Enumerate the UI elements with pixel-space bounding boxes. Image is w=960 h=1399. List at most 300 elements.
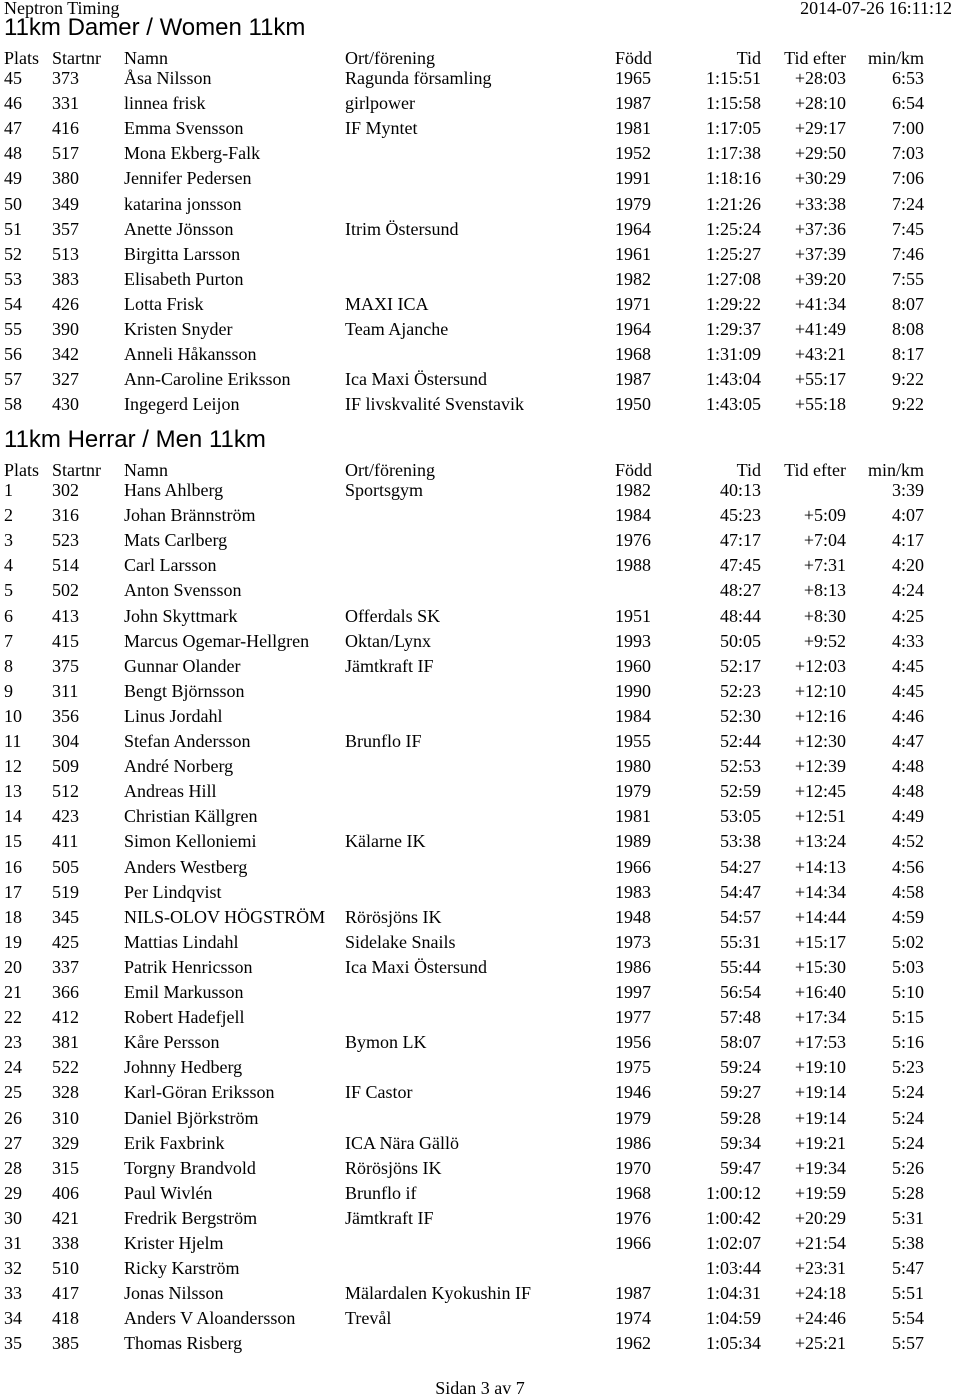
col-namn-header: Namn: [124, 48, 168, 68]
col-ort-cell: Rörösjöns IK: [345, 1157, 442, 1178]
col-plats-cell: 54: [4, 293, 22, 314]
col-fodd-cell: 1964: [615, 218, 651, 239]
col-fodd-cell: 1966: [615, 1233, 651, 1253]
table-row: [0, 368, 960, 390]
col-tid-efter-cell: +30:29: [794, 168, 846, 189]
col-namn-cell: Mona Ekberg-Falk: [124, 143, 261, 164]
col-tid-efter-cell: +19:14: [794, 1082, 846, 1103]
col-startnr-cell: 338: [52, 1233, 79, 1253]
col-plats-cell: 6: [4, 605, 13, 626]
col-namn-cell: Birgitta Larsson: [124, 243, 241, 264]
col-min-km-cell: 5:03: [891, 956, 924, 977]
col-ort-cell: Offerdals SK: [345, 605, 441, 626]
col-startnr-cell: 502: [52, 580, 79, 601]
col-startnr-cell: 357: [52, 218, 79, 239]
col-plats-cell: 20: [4, 956, 22, 977]
col-tid-cell: 1:43:05: [705, 394, 761, 415]
col-fodd-cell: 1964: [615, 319, 651, 339]
col-startnr-cell: 310: [52, 1107, 79, 1128]
col-min-km-cell: 5:26: [891, 1157, 924, 1178]
col-startnr-cell: 345: [52, 906, 79, 927]
col-namn-cell: Anders Westberg: [124, 856, 248, 877]
col-plats-cell: 25: [4, 1082, 22, 1103]
col-startnr-cell: 383: [52, 268, 79, 289]
col-tid-efter-cell: +14:44: [794, 906, 846, 927]
col-plats-cell: 27: [4, 1132, 22, 1153]
col-startnr-cell: 327: [52, 369, 79, 390]
col-tid-efter-cell: +21:54: [794, 1233, 846, 1253]
col-min-km-cell: 4:48: [891, 756, 924, 777]
section-title: 11km Damer / Women 11km: [4, 14, 306, 41]
col-fodd-header: Född: [615, 48, 653, 68]
col-min-km-cell: 4:59: [891, 906, 924, 927]
col-tid-cell: 55:31: [719, 931, 761, 952]
table-row: [0, 1307, 960, 1329]
col-tid-efter-cell: +25:21: [794, 1333, 846, 1354]
col-fodd-cell: 1968: [615, 1182, 651, 1203]
col-plats-cell: 33: [4, 1283, 22, 1304]
col-startnr-cell: 366: [52, 982, 79, 1002]
col-tid-efter-cell: +19:21: [794, 1132, 846, 1153]
table-row: [0, 393, 960, 415]
col-startnr-cell: 406: [52, 1182, 79, 1203]
col-startnr-cell: 331: [52, 93, 79, 114]
col-min-km-cell: 4:25: [891, 605, 924, 626]
col-tid-cell: 55:44: [719, 956, 761, 977]
col-fodd-cell: 1984: [615, 505, 651, 526]
table-row: [0, 730, 960, 752]
col-plats-cell: 11: [4, 731, 22, 751]
col-tid-cell: 53:05: [719, 806, 761, 827]
col-startnr-cell: 356: [52, 705, 79, 726]
col-ort-cell: Bymon LK: [345, 1032, 427, 1053]
col-ort-cell: ICA Nära Gällö: [345, 1132, 459, 1153]
col-fodd-cell: 1981: [615, 806, 651, 827]
col-namn-cell: Anette Jönsson: [124, 218, 234, 239]
col-fodd-cell: 1955: [615, 731, 651, 751]
table-row: [0, 956, 960, 978]
col-namn-cell: Carl Larsson: [124, 555, 217, 576]
col-plats-header: Plats: [4, 48, 40, 68]
col-ort-cell: Trevål: [345, 1308, 392, 1329]
col-fodd-cell: 1975: [615, 1057, 651, 1078]
col-startnr-cell: 514: [52, 555, 79, 576]
col-tid-cell: 1:03:44: [705, 1258, 761, 1279]
col-min-km-cell: 5:57: [891, 1333, 924, 1354]
table-row: [0, 755, 960, 777]
col-plats-cell: 17: [4, 881, 22, 902]
col-startnr-cell: 416: [52, 118, 79, 139]
col-ort-cell: MAXI ICA: [345, 293, 429, 314]
col-min-km-cell: 5:15: [891, 1007, 924, 1028]
col-namn-cell: Anneli Håkansson: [124, 344, 257, 365]
table-row: [0, 1056, 960, 1078]
col-min-km-cell: 4:52: [891, 831, 924, 852]
col-namn-cell: Fredrik Bergström: [124, 1207, 258, 1228]
column-header-row: [0, 459, 960, 481]
col-plats-cell: 9: [4, 680, 13, 701]
col-ort-cell: IF livskvalité Svenstavik: [345, 394, 524, 415]
col-plats-cell: 51: [4, 218, 22, 239]
col-fodd-cell: 1986: [615, 1132, 651, 1153]
col-min-km-cell: 3:39: [891, 480, 924, 500]
col-tid-cell: 1:18:16: [705, 168, 761, 189]
col-ort-cell: Rörösjöns IK: [345, 906, 442, 927]
col-plats-cell: 12: [4, 756, 22, 777]
table-row: [0, 1182, 960, 1204]
col-startnr-cell: 373: [52, 68, 79, 88]
col-min-km-cell: 5:02: [891, 931, 924, 952]
table-row: [0, 554, 960, 576]
table-row: [0, 1006, 960, 1028]
col-ort-cell: Oktan/Lynx: [345, 630, 431, 651]
col-fodd-cell: 1986: [615, 956, 651, 977]
col-plats-cell: 34: [4, 1308, 22, 1329]
col-startnr-cell: 311: [52, 680, 79, 701]
table-row: [0, 218, 960, 240]
col-plats-cell: 10: [4, 705, 22, 726]
col-tid-cell: 1:25:24: [705, 218, 761, 239]
col-tid-cell: 56:54: [719, 982, 761, 1002]
col-startnr-cell: 425: [52, 931, 79, 952]
col-ort-cell: Sidelake Snails: [345, 931, 456, 952]
table-row: [0, 881, 960, 903]
table-row: [0, 680, 960, 702]
col-startnr-cell: 390: [52, 319, 79, 339]
col-tid-cell: 59:28: [719, 1107, 761, 1128]
table-row: [0, 529, 960, 551]
col-startnr-cell: 513: [52, 243, 79, 264]
col-tid-cell: 1:29:22: [705, 293, 761, 314]
table-row: [0, 1031, 960, 1053]
table-row: [0, 504, 960, 526]
col-plats-cell: 52: [4, 243, 22, 264]
table-row: [0, 243, 960, 265]
col-tid-efter-cell: +29:17: [794, 118, 846, 139]
col-fodd-cell: 1980: [615, 756, 651, 777]
col-min-km-cell: 8:17: [891, 344, 924, 365]
col-namn-cell: Marcus Ogemar-Hellgren: [124, 630, 310, 651]
col-startnr-cell: 519: [52, 881, 79, 902]
table-row: [0, 479, 960, 501]
col-min-km-header: min/km: [867, 460, 924, 480]
col-plats-cell: 29: [4, 1182, 22, 1203]
col-min-km-cell: 4:07: [891, 505, 924, 526]
col-tid-efter-cell: +20:29: [794, 1207, 846, 1228]
col-startnr-cell: 381: [52, 1032, 79, 1053]
col-plats-cell: 15: [4, 831, 22, 852]
col-namn-cell: John Skyttmark: [124, 605, 238, 626]
col-min-km-cell: 4:17: [891, 530, 924, 551]
col-tid-cell: 1:04:59: [705, 1308, 761, 1329]
col-plats-cell: 32: [4, 1258, 22, 1279]
col-fodd-cell: 1993: [615, 630, 651, 651]
col-min-km-header: min/km: [867, 48, 924, 68]
col-namn-header: Namn: [124, 460, 168, 480]
col-min-km-cell: 4:47: [891, 731, 924, 751]
col-namn-cell: Per Lindqvist: [124, 881, 222, 902]
col-plats-cell: 13: [4, 781, 22, 802]
col-tid-cell: 1:27:08: [705, 268, 761, 289]
table-row: [0, 1107, 960, 1129]
col-namn-cell: Erik Faxbrink: [124, 1132, 225, 1153]
col-tid-cell: 57:48: [719, 1007, 761, 1028]
col-fodd-cell: 1968: [615, 344, 651, 365]
col-namn-cell: Lotta Frisk: [124, 293, 204, 314]
col-ort-cell: Team Ajanche: [345, 319, 449, 339]
col-fodd-cell: 1976: [615, 530, 651, 551]
col-fodd-cell: 1982: [615, 268, 651, 289]
col-ort-cell: IF Myntet: [345, 118, 418, 139]
col-startnr-cell: 412: [52, 1007, 79, 1028]
col-ort-cell: Jämtkraft IF: [345, 655, 434, 676]
col-tid-cell: 52:44: [719, 731, 761, 751]
col-min-km-cell: 7:45: [891, 218, 924, 239]
col-tid-cell: 1:29:37: [705, 319, 761, 339]
col-fodd-cell: 1952: [615, 143, 651, 164]
col-min-km-cell: 7:46: [891, 243, 924, 264]
col-namn-cell: Daniel Björkström: [124, 1107, 259, 1128]
col-startnr-cell: 423: [52, 806, 79, 827]
col-fodd-cell: 1948: [615, 906, 651, 927]
col-ort-cell: Ragunda församling: [345, 68, 492, 88]
col-tid-efter-cell: +15:30: [794, 956, 846, 977]
col-namn-cell: Ricky Karström: [124, 1258, 240, 1279]
col-tid-cell: 59:47: [719, 1157, 761, 1178]
page-header-left: Neptron Timing: [4, 0, 120, 18]
col-tid-cell: 1:02:07: [705, 1233, 761, 1253]
col-plats-cell: 2: [4, 505, 13, 526]
table-row: [0, 1282, 960, 1304]
col-namn-cell: Torgny Brandvold: [124, 1157, 256, 1178]
col-namn-cell: Andreas Hill: [124, 781, 217, 802]
col-namn-cell: Simon Kelloniemi: [124, 831, 257, 852]
col-startnr-cell: 421: [52, 1207, 79, 1228]
col-namn-cell: Johan Brännström: [124, 505, 256, 526]
col-min-km-cell: 4:45: [891, 655, 924, 676]
col-fodd-cell: 1950: [615, 394, 651, 415]
col-namn-cell: linnea frisk: [124, 93, 206, 114]
col-min-km-cell: 4:24: [891, 580, 924, 601]
table-row: [0, 630, 960, 652]
col-min-km-cell: 7:24: [891, 193, 924, 214]
col-min-km-cell: 4:56: [891, 856, 924, 877]
table-row: [0, 1332, 960, 1354]
col-tid-efter-cell: +55:18: [794, 394, 846, 415]
col-ort-cell: Mälardalen Kyokushin IF: [345, 1283, 531, 1304]
table-row: [0, 343, 960, 365]
col-startnr-cell: 375: [52, 655, 79, 676]
col-plats-cell: 16: [4, 856, 22, 877]
col-startnr-cell: 304: [52, 731, 79, 751]
col-startnr-cell: 517: [52, 143, 79, 164]
col-startnr-cell: 415: [52, 630, 79, 651]
col-tid-efter-cell: +14:34: [794, 881, 846, 902]
col-namn-cell: Kristen Snyder: [124, 319, 233, 339]
col-tid-cell: 59:24: [719, 1057, 761, 1078]
col-startnr-cell: 523: [52, 530, 79, 551]
col-fodd-cell: 1965: [615, 68, 651, 88]
col-namn-cell: Patrik Henricsson: [124, 956, 253, 977]
table-row: [0, 117, 960, 139]
col-fodd-cell: 1973: [615, 931, 651, 952]
col-fodd-cell: 1981: [615, 118, 651, 139]
col-plats-cell: 8: [4, 655, 13, 676]
col-tid-efter-cell: +17:53: [794, 1032, 846, 1053]
col-fodd-cell: 1966: [615, 856, 651, 877]
col-min-km-cell: 7:03: [891, 143, 924, 164]
col-tid-cell: 1:43:04: [705, 369, 761, 390]
col-namn-cell: Paul Wivlén: [124, 1182, 213, 1203]
col-tid-efter-cell: +24:46: [794, 1308, 846, 1329]
col-tid-cell: 40:13: [719, 480, 761, 500]
col-min-km-cell: 7:06: [891, 168, 924, 189]
section-title: 11km Herrar / Men 11km: [4, 426, 266, 453]
col-tid-cell: 54:57: [719, 906, 761, 927]
col-namn-cell: Gunnar Olander: [124, 655, 241, 676]
col-tid-cell: 1:17:38: [705, 143, 761, 164]
col-min-km-cell: 6:53: [891, 68, 924, 88]
col-plats-cell: 1: [4, 480, 13, 500]
col-min-km-cell: 5:23: [891, 1057, 924, 1078]
col-plats-cell: 18: [4, 906, 22, 927]
col-tid-cell: 1:04:31: [705, 1283, 761, 1304]
col-tid-cell: 52:17: [719, 655, 761, 676]
col-ort-header: Ort/förening: [345, 460, 435, 480]
col-tid-cell: 58:07: [719, 1032, 761, 1053]
col-plats-cell: 57: [4, 369, 22, 390]
col-tid-cell: 59:27: [719, 1082, 761, 1103]
col-startnr-header: Startnr: [52, 48, 101, 68]
table-row: [0, 1132, 960, 1154]
col-ort-cell: Ica Maxi Östersund: [345, 369, 487, 390]
table-row: [0, 931, 960, 953]
col-namn-cell: Mats Carlberg: [124, 530, 228, 551]
col-plats-cell: 35: [4, 1333, 22, 1354]
table-row: [0, 705, 960, 727]
col-tid-efter-cell: +37:36: [794, 218, 846, 239]
page-number: Sidan 3 av 7: [435, 1378, 525, 1398]
col-min-km-cell: 9:22: [891, 394, 924, 415]
table-row: [0, 1232, 960, 1254]
col-ort-cell: Kälarne IK: [345, 831, 426, 852]
col-fodd-cell: 1977: [615, 1007, 651, 1028]
col-plats-cell: 50: [4, 193, 22, 214]
col-namn-cell: Christian Källgren: [124, 806, 258, 827]
col-tid-efter-cell: +41:34: [794, 293, 846, 314]
col-startnr-cell: 411: [52, 831, 79, 852]
col-startnr-cell: 349: [52, 193, 79, 214]
col-tid-cell: 1:05:34: [705, 1333, 761, 1354]
col-fodd-cell: 1982: [615, 480, 651, 500]
col-tid-efter-cell: +28:10: [794, 93, 846, 114]
table-row: [0, 1157, 960, 1179]
col-plats-header: Plats: [4, 460, 40, 480]
col-min-km-cell: 4:58: [891, 881, 924, 902]
col-min-km-cell: 5:51: [891, 1283, 924, 1304]
col-tid-efter-cell: +19:59: [794, 1182, 846, 1203]
col-fodd-cell: 1983: [615, 881, 651, 902]
col-tid-cell: 47:45: [719, 555, 761, 576]
col-startnr-cell: 510: [52, 1258, 79, 1279]
table-row: [0, 805, 960, 827]
col-tid-cell: 47:17: [719, 530, 761, 551]
col-plats-cell: 55: [4, 319, 22, 339]
col-tid-efter-cell: +29:50: [794, 143, 846, 164]
col-fodd-cell: 1979: [615, 781, 651, 802]
col-min-km-cell: 5:47: [891, 1258, 924, 1279]
col-startnr-cell: 413: [52, 605, 79, 626]
col-min-km-cell: 5:24: [891, 1132, 924, 1153]
col-tid-efter-cell: +55:17: [794, 369, 846, 390]
col-tid-cell: 50:05: [719, 630, 761, 651]
col-tid-efter-cell: +19:10: [794, 1057, 846, 1078]
table-row: [0, 142, 960, 164]
col-startnr-cell: 509: [52, 756, 79, 777]
col-namn-cell: Robert Hadefjell: [124, 1007, 245, 1028]
col-startnr-cell: 315: [52, 1157, 79, 1178]
col-tid-efter-header: Tid efter: [784, 460, 846, 480]
col-tid-efter-cell: +16:40: [794, 982, 846, 1002]
col-tid-cell: 52:59: [719, 781, 761, 802]
col-tid-cell: 1:21:26: [705, 193, 761, 214]
table-row: [0, 1207, 960, 1229]
col-plats-cell: 53: [4, 268, 22, 289]
col-plats-cell: 22: [4, 1007, 22, 1028]
col-namn-cell: Thomas Risberg: [124, 1333, 243, 1354]
col-tid-efter-cell: +8:13: [803, 580, 846, 601]
col-startnr-cell: 316: [52, 505, 79, 526]
col-plats-cell: 5: [4, 580, 13, 601]
col-fodd-cell: 1946: [615, 1082, 651, 1103]
col-min-km-cell: 5:10: [891, 982, 924, 1002]
col-startnr-cell: 328: [52, 1082, 79, 1103]
table-row: [0, 981, 960, 1003]
col-namn-cell: katarina jonsson: [124, 193, 242, 214]
col-tid-cell: 1:00:42: [705, 1207, 761, 1228]
col-tid-cell: 54:47: [719, 881, 761, 902]
col-startnr-cell: 385: [52, 1333, 79, 1354]
col-tid-cell: 48:44: [719, 605, 761, 626]
col-tid-efter-cell: +7:04: [803, 530, 846, 551]
col-plats-cell: 31: [4, 1233, 22, 1253]
col-ort-cell: Ica Maxi Östersund: [345, 956, 487, 977]
col-fodd-cell: 1974: [615, 1308, 651, 1329]
col-tid-efter-cell: +12:30: [794, 731, 846, 751]
col-min-km-cell: 5:38: [891, 1233, 924, 1253]
col-min-km-cell: 8:07: [891, 293, 924, 314]
col-ort-cell: Brunflo if: [345, 1182, 417, 1203]
col-tid-cell: 53:38: [719, 831, 761, 852]
col-fodd-cell: 1976: [615, 1207, 651, 1228]
col-tid-efter-cell: +12:16: [794, 705, 846, 726]
col-plats-cell: 19: [4, 931, 22, 952]
col-plats-cell: 47: [4, 118, 22, 139]
col-ort-cell: girlpower: [345, 93, 415, 114]
col-min-km-cell: 5:24: [891, 1082, 924, 1103]
table-row: [0, 579, 960, 601]
col-fodd-cell: 1970: [615, 1157, 651, 1178]
col-tid-cell: 48:27: [719, 580, 761, 601]
col-min-km-cell: 5:54: [891, 1308, 924, 1329]
col-plats-cell: 26: [4, 1107, 22, 1128]
col-fodd-header: Född: [615, 460, 653, 480]
col-startnr-cell: 426: [52, 293, 79, 314]
col-min-km-cell: 4:46: [891, 705, 924, 726]
col-namn-cell: Hans Ahlberg: [124, 480, 224, 500]
col-startnr-cell: 329: [52, 1132, 79, 1153]
table-row: [0, 167, 960, 189]
